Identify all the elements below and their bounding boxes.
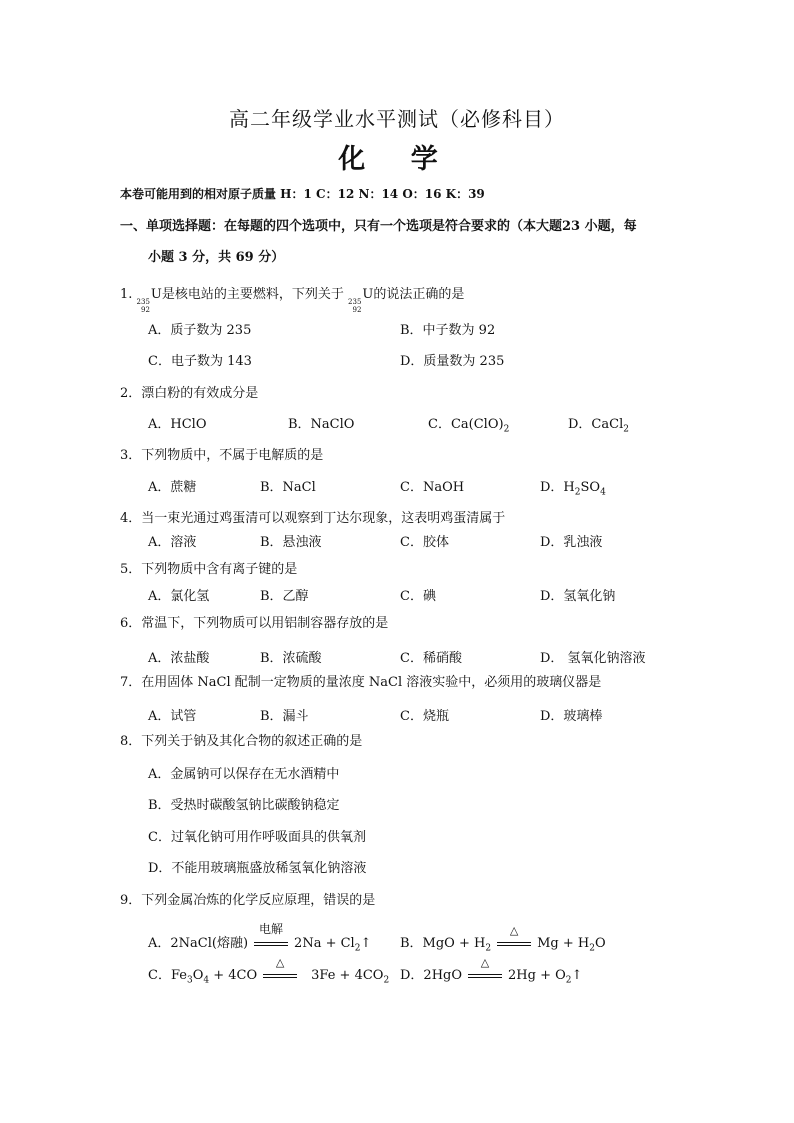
q8-option-c: C．过氧化钠可用作呼吸面具的供氧剂 <box>148 830 366 845</box>
q1-option-d: D．质量数为 235 <box>400 354 505 369</box>
question-9-stem: 9．下列金属冶炼的化学反应原理，错误的是 <box>120 893 376 908</box>
q1-option-c: C．电子数为 143 <box>148 354 252 369</box>
q6-option-b: B．浓硫酸 <box>260 651 322 666</box>
section1-heading-line2: 小题 3 分，共 69 分） <box>148 250 285 265</box>
q9-option-b: B．MgO + $H_2$ △ $Mg + H_2O$ <box>400 924 606 954</box>
q5-option-b: B．乙醇 <box>260 589 309 604</box>
q8-option-d: D．不能用玻璃瓶盛放稀氢氧化钠溶液 <box>148 861 367 876</box>
q4-option-b: B．悬浊液 <box>260 535 322 550</box>
section1-heading-line1: 一、单项选择题：在每题的四个选项中，只有一个选项是符合要求的（本大题23 小题，每 <box>120 219 637 234</box>
question-7-stem: 7．在用固体 NaCl 配制一定物质的量浓度 NaCl 溶液实验中，必须用的玻璃仪器是 <box>120 675 602 690</box>
isotope-notation: 235 92 <box>136 298 150 314</box>
q6-option-c: C．稀硝酸 <box>400 651 462 666</box>
question-number: 1. <box>120 287 133 302</box>
q4-option-a: A．溶液 <box>148 535 197 550</box>
q5-option-c: C．碘 <box>400 589 436 604</box>
q2-option-d: D．CaCl$_2$ <box>568 417 629 435</box>
exam-title: 高二年级学业水平测试（必修科目） <box>229 107 565 131</box>
q7-option-b: B．漏斗 <box>260 709 309 724</box>
reaction-condition-electrolysis: 电解 <box>252 934 290 950</box>
q1-option-b: B．中子数为 92 <box>400 323 496 338</box>
q7-option-c: C．烧瓶 <box>400 709 449 724</box>
q3-option-a: A．蔗糖 <box>148 480 197 495</box>
question-5-stem: 5．下列物质中含有离子键的是 <box>120 562 298 577</box>
q6-option-d: D． 氢氧化钠溶液 <box>540 651 646 666</box>
question-4-stem: 4．当一束光通过鸡蛋清可以观察到丁达尔现象，这表明鸡蛋清属于 <box>120 511 506 526</box>
q7-option-a: A．试管 <box>148 709 197 724</box>
question-3-stem: 3．下列物质中，不属于电解质的是 <box>120 448 324 463</box>
q8-option-a: A．金属钠可以保存在无水酒精中 <box>148 767 340 782</box>
q9-option-d: D．2HgO △ $2Hg + O_2↑$ <box>400 956 583 986</box>
q1-option-a: A．质子数为 235 <box>148 323 252 338</box>
q2-option-b: B．NaClO <box>288 417 355 432</box>
q5-option-a: A．氯化氢 <box>148 589 210 604</box>
q3-option-c: C．NaOH <box>400 480 465 495</box>
question-8-stem: 8．下列关于钠及其化合物的叙述正确的是 <box>120 734 363 749</box>
heat-condition-icon: △ <box>495 934 533 950</box>
question-1-stem: 1. 235 92 U是核电站的主要燃料，下列关于 235 92 U的说法正确的是 <box>120 287 465 314</box>
q3-option-d: D．$H_2SO_4$ <box>540 480 606 498</box>
q5-option-d: D．氢氧化钠 <box>540 589 616 604</box>
q7-option-d: D．玻璃棒 <box>540 709 603 724</box>
q2-option-c: C．$Ca(ClO)_2$ <box>428 417 510 435</box>
atomic-mass-note: 本卷可能用到的相对原子质量 H：1 C：12 N：14 O：16 K：39 <box>120 187 485 201</box>
q2-option-a: A．HClO <box>148 417 207 432</box>
isotope-notation: 235 92 <box>348 298 362 314</box>
q9-option-c: C．$Fe_3O_4 + 4CO$ △ $3Fe + 4CO_2$ <box>148 956 390 986</box>
question-2-stem: 2．漂白粉的有效成分是 <box>120 386 259 401</box>
q4-option-c: C．胶体 <box>400 535 449 550</box>
q6-option-a: A．浓盐酸 <box>148 651 210 666</box>
subject-title: 化 学 <box>338 144 456 175</box>
q3-option-b: B．NaCl <box>260 480 316 495</box>
question-6-stem: 6．常温下，下列物质可以用铝制容器存放的是 <box>120 616 389 631</box>
q8-option-b: B．受热时碳酸氢钠比碳酸钠稳定 <box>148 798 340 813</box>
heat-condition-icon: △ <box>261 966 299 982</box>
heat-condition-icon: △ <box>466 966 504 982</box>
q9-option-a: A．2NaCl(熔融) 电解 $2Na + Cl_2↑$ <box>148 922 372 954</box>
q4-option-d: D．乳浊液 <box>540 535 603 550</box>
